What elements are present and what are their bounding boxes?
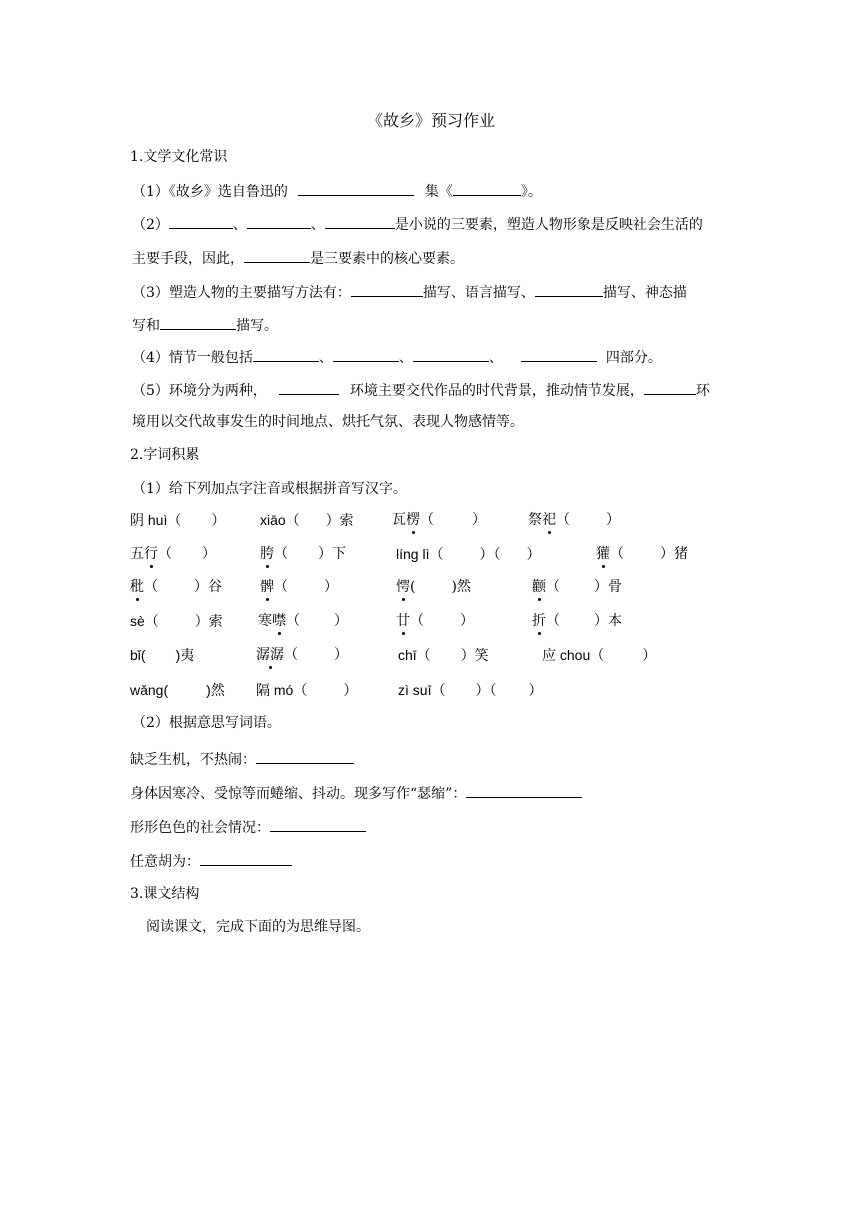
q4-blank-4[interactable]	[521, 347, 597, 362]
pinyin-item: chī（ ）笑	[398, 647, 489, 663]
pinyin-item: bǐ( )夷	[130, 647, 195, 663]
pinyin-item: sè（ ）索	[130, 613, 223, 629]
q2-blank-3[interactable]	[325, 214, 395, 229]
q5-line1	[132, 380, 710, 400]
q4-blank-1[interactable]	[253, 347, 319, 362]
q1-blank-collection[interactable]	[298, 181, 414, 196]
q2-blank-2[interactable]	[247, 214, 311, 229]
q5-text-a: （5）环境分为两种，	[132, 383, 267, 399]
q4-sep: 、	[488, 350, 503, 366]
pinyin-item: 隔 mó（ ）	[256, 682, 358, 698]
pinyin-item: 阴 huì（ ）	[130, 512, 226, 528]
section3-heading: 3.课文结构	[130, 886, 200, 902]
q3-text-c: 描写、神态描	[602, 285, 687, 301]
q5-text-b: 环境主要交代作品的时代背景，推动情节发展，	[349, 383, 644, 399]
q1-blank-title[interactable]	[453, 181, 521, 196]
q5-blank-1[interactable]	[279, 380, 339, 395]
meaning-item-3: 形形色色的社会情况：	[130, 817, 366, 837]
pinyin-item: xiāo（ ）索	[260, 512, 354, 528]
q3-text-b: 描写、语言描写、	[422, 285, 535, 301]
q4-text-b: 四部分。	[605, 350, 662, 366]
q4-blank-3[interactable]	[413, 347, 489, 362]
pinyin-item: 寒噤（ ）	[258, 613, 348, 629]
q3-blank-1[interactable]	[351, 282, 423, 297]
q2-blank-1[interactable]	[169, 214, 233, 229]
pinyin-item: 愕( )然	[396, 579, 471, 595]
q1-text-a: （1）《故乡》选自鲁迅的	[132, 184, 288, 200]
q2-sep: 、	[310, 217, 325, 233]
pinyin-item: líng lì（ ）（ ）	[396, 546, 541, 562]
answer-blank[interactable]	[256, 749, 354, 764]
q3-text-d: 写和	[132, 318, 160, 334]
pinyin-item: 秕（ ）谷	[130, 579, 222, 595]
q1-text-c: 》。	[520, 184, 542, 200]
q3-blank-3[interactable]	[160, 315, 236, 330]
pinyin-item: 应 chou（ ）	[542, 647, 657, 663]
pinyin-item: zì suī（ ）（ ）	[398, 682, 543, 698]
page-title: 《故乡》预习作业	[367, 111, 496, 130]
q4-line	[132, 347, 662, 367]
q4-sep: 、	[398, 350, 413, 366]
q3-text-a: （3）塑造人物的主要描写方法有：	[132, 285, 351, 301]
pinyin-item: 獾（ ）猪	[596, 546, 688, 562]
q2-text-d: 是三要素中的核心要素。	[310, 251, 464, 267]
q4-text-a: （4）情节一般包括	[132, 350, 253, 366]
section2-instruction-2: （2）根据意思写词语。	[132, 715, 281, 731]
q2-sep: 、	[232, 217, 247, 233]
answer-blank[interactable]	[466, 783, 582, 798]
pinyin-item: wǎng( )然	[130, 682, 225, 698]
pinyin-item: 祭祀（ ）	[528, 512, 620, 528]
q3-line2	[132, 315, 278, 335]
pinyin-item: 潺潺（ ）	[256, 647, 348, 663]
meaning-item-4: 任意胡为：	[130, 851, 292, 871]
q5-blank-2[interactable]	[644, 380, 696, 395]
q4-sep: 、	[318, 350, 333, 366]
q2-blank-core[interactable]	[244, 248, 310, 263]
q1-line	[132, 181, 542, 201]
q3-text-e: 描写。	[236, 318, 278, 334]
answer-blank[interactable]	[200, 851, 292, 866]
section1-heading: 1.文学文化常识	[130, 149, 228, 165]
q2-text-a: （2）	[132, 217, 169, 233]
section2-heading: 2.字词积累	[130, 447, 200, 463]
meaning-item-1: 缺乏生机，不热闹：	[130, 749, 354, 769]
q2-text-c: 主要手段，因此，	[132, 251, 244, 267]
q5-text-c: 环	[695, 383, 710, 399]
q1-text-b: 集《	[424, 184, 453, 200]
q2-line1	[132, 214, 703, 234]
pinyin-item: 胯（ ）下	[260, 546, 346, 562]
pinyin-item: 颧（ ）骨	[532, 579, 622, 595]
q3-line1	[132, 282, 687, 302]
pinyin-item: 折（ ）本	[532, 613, 622, 629]
answer-blank[interactable]	[270, 817, 366, 832]
pinyin-item: 髀（ ）	[260, 579, 338, 595]
q4-blank-2[interactable]	[333, 347, 399, 362]
pinyin-item: 五行（ ）	[130, 546, 216, 562]
pinyin-item: 廿（ ）	[396, 613, 474, 629]
q3-blank-2[interactable]	[535, 282, 603, 297]
q2-text-b: 是小说的三要素，塑造人物形象是反映社会生活的	[394, 217, 703, 233]
section2-instruction-1: （1）给下列加点字注音或根据拼音写汉字。	[132, 481, 407, 497]
pinyin-item: 瓦楞（ ）	[392, 512, 486, 528]
q5-line2: 境用以交代故事发生的时间地点、烘托气氛、表现人物感情等。	[132, 414, 524, 430]
section3-instruction: 阅读课文，完成下面的为思维导图。	[146, 919, 370, 935]
q2-line2	[132, 248, 464, 268]
meaning-item-2: 身体因寒冷、受惊等而蜷缩、抖动。现多写作“瑟缩”：	[130, 783, 582, 803]
